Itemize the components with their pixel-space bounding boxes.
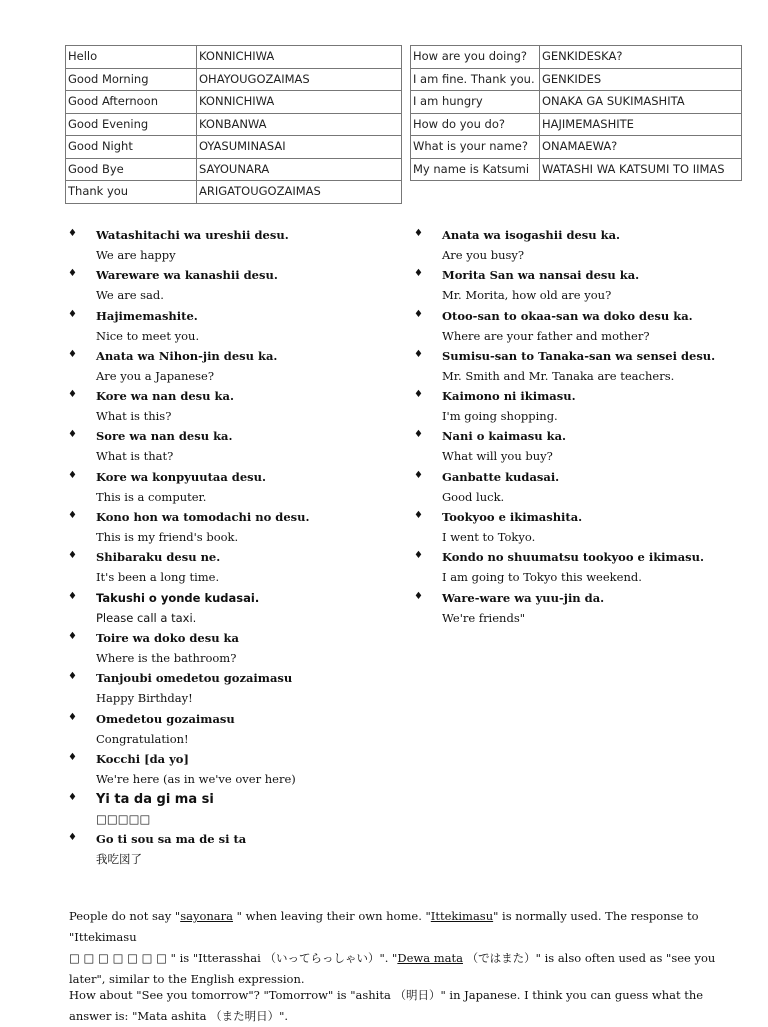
japanese-cell: WATASHI WA KATSUMI TO IIMAS: [540, 158, 742, 181]
diamond-bullet-icon: ♦: [414, 550, 423, 562]
japanese-phrase: Omedetou gozaimasu: [96, 711, 235, 726]
english-translation: It's been a long time.: [96, 570, 220, 585]
english-translation: What is that?: [96, 449, 174, 464]
list-item: [414, 266, 744, 306]
diamond-bullet-icon: ♦: [68, 308, 77, 320]
paragraph-text: （ではまた）" is also often used as "see you later", similar to the English expression.: [69, 951, 716, 986]
japanese-phrase: Morita San wa nansai desu ka.: [442, 268, 640, 283]
english-cell: What is your name?: [411, 136, 540, 159]
list-item: [68, 669, 398, 709]
diamond-bullet-icon: ♦: [414, 348, 423, 360]
paragraph-farewell: [69, 906, 749, 990]
diamond-bullet-icon: ♦: [68, 510, 77, 522]
list-item: [414, 548, 744, 588]
japanese-phrase: Ware-ware wa yuu-jin da.: [442, 590, 605, 605]
table-row: [66, 181, 402, 204]
diamond-bullet-icon: ♦: [414, 429, 423, 441]
japanese-cell: KONNICHIWA: [197, 91, 402, 114]
japanese-phrase: Nani o kaimasu ka.: [442, 429, 567, 444]
english-translation: Where is the bathroom?: [96, 650, 237, 665]
list-item: [414, 508, 744, 548]
list-item: [68, 347, 398, 387]
japanese-phrase: Anata wa isogashii desu ka.: [442, 228, 621, 242]
paragraph-text: " when leaving their own home. ": [233, 909, 431, 923]
japanese-phrase: Ganbatte kudasai.: [442, 469, 560, 484]
paragraph-see-you-tomorrow: How about "See you tomorrow"? "Tomorrow" is "ashita （明日）" in Japanese. I think you can guess what the answer is: "Mata ashita （また明日）".: [69, 988, 704, 1023]
greetings-table: [65, 45, 402, 204]
english-cell: I am fine. Thank you.: [411, 68, 540, 91]
diamond-bullet-icon: ♦: [68, 832, 77, 844]
english-translation: We're friends": [442, 610, 526, 625]
english-translation: I'm going shopping.: [442, 409, 558, 424]
diamond-bullet-icon: ♦: [68, 348, 77, 360]
diamond-bullet-icon: ♦: [68, 469, 77, 481]
english-translation: I went to Tokyo.: [442, 530, 536, 545]
japanese-phrase: Kono hon wa tomodachi no desu.: [96, 510, 310, 525]
list-item: [68, 226, 398, 266]
english-cell: Good Bye: [66, 158, 197, 181]
japanese-phrase: Kaimono ni ikimasu.: [442, 389, 576, 404]
japanese-phrase: Takushi o yonde kudasai.: [96, 590, 260, 605]
diamond-bullet-icon: ♦: [68, 228, 77, 239]
japanese-phrase: Sumisu-san to Tanaka-san wa sensei desu.: [442, 348, 716, 363]
list-item: [414, 468, 744, 508]
english-cell: How are you doing?: [411, 46, 540, 69]
english-cell: I am hungry: [411, 91, 540, 114]
english-translation: Mr. Smith and Mr. Tanaka are teachers.: [442, 368, 675, 383]
table-row: [66, 91, 402, 114]
japanese-phrase: Shibaraku desu ne.: [96, 550, 221, 565]
japanese-cell: ONAMAEWA?: [540, 136, 742, 159]
underlined-term-dewa-mata: Dewa mata: [397, 951, 463, 965]
english-translation: What will you buy?: [442, 449, 553, 464]
english-translation: What is this?: [96, 409, 172, 424]
english-cell: How do you do?: [411, 113, 540, 136]
list-item: [414, 427, 744, 467]
list-item: [68, 468, 398, 508]
underlined-term-sayonara: sayonara: [180, 909, 233, 923]
table-row: [66, 46, 402, 69]
english-translation: Are you busy?: [442, 248, 525, 262]
japanese-phrase: Toire wa doko desu ka: [96, 630, 239, 645]
japanese-phrase: Yi ta da gi ma si: [96, 792, 214, 808]
japanese-cell: OHAYOUGOZAIMAS: [197, 68, 402, 91]
diamond-bullet-icon: ♦: [68, 671, 77, 683]
diamond-bullet-icon: ♦: [414, 590, 423, 602]
paragraph-text: □ □ □ □ □ □ □ " is "Itterasshai （いってらっしゃい）". ": [69, 951, 398, 965]
diamond-bullet-icon: ♦: [68, 550, 77, 562]
list-item: [68, 830, 398, 870]
japanese-cell: KONBANWA: [197, 113, 402, 136]
japanese-phrase: Kondo no shuumatsu tookyoo e ikimasu.: [442, 550, 704, 565]
phrases-table: [410, 45, 742, 181]
english-translation: This is a computer.: [96, 489, 207, 504]
diamond-bullet-icon: ♦: [414, 389, 423, 401]
list-item: [414, 589, 744, 629]
english-cell: Thank you: [66, 181, 197, 204]
phrase-list-right: [414, 226, 744, 629]
list-item: [68, 629, 398, 669]
paragraph-text: " is normally used. The response to "Ittekimasu: [69, 909, 699, 944]
list-item: [68, 710, 398, 750]
list-item: [68, 548, 398, 588]
japanese-phrase: Kocchi [da yo]: [96, 751, 189, 766]
list-item: [68, 307, 398, 347]
list-item: [414, 226, 744, 266]
english-translation: Please call a taxi.: [96, 610, 197, 625]
table-row: [411, 91, 742, 114]
japanese-cell: GENKIDESKA?: [540, 46, 742, 69]
english-translation: Good luck.: [442, 489, 505, 504]
underlined-term-ittekimasu: Ittekimasu: [430, 909, 494, 923]
english-translation: Mr. Morita, how old are you?: [442, 288, 612, 303]
japanese-phrase: Otoo-san to okaa-san wa doko desu ka.: [442, 308, 693, 323]
list-item: [414, 347, 744, 387]
diamond-bullet-icon: ♦: [68, 268, 77, 280]
diamond-bullet-icon: ♦: [414, 510, 423, 522]
list-item: [68, 266, 398, 306]
diamond-bullet-icon: ♦: [68, 590, 77, 602]
japanese-cell: KONNICHIWA: [197, 46, 402, 69]
english-translation: This is my friend's book.: [96, 530, 239, 545]
diamond-bullet-icon: ♦: [414, 228, 423, 239]
table-row: [66, 136, 402, 159]
japanese-cell: ONAKA GA SUKIMASHITA: [540, 91, 742, 114]
japanese-cell: ARIGATOUGOZAIMAS: [197, 181, 402, 204]
diamond-bullet-icon: ♦: [68, 792, 77, 804]
diamond-bullet-icon: ♦: [68, 389, 77, 401]
english-translation: Happy Birthday!: [96, 691, 193, 706]
english-translation: Nice to meet you.: [96, 328, 200, 343]
table-row: [411, 46, 742, 69]
japanese-phrase: Go ti sou sa ma de si ta: [96, 832, 247, 847]
list-item: [68, 589, 398, 629]
english-translation: We are sad.: [96, 288, 164, 303]
english-cell: Good Afternoon: [66, 91, 197, 114]
table-row: [411, 158, 742, 181]
japanese-phrase: Anata wa Nihon-jin desu ka.: [96, 348, 278, 363]
japanese-phrase: Hajimemashite.: [96, 308, 198, 323]
list-item: [68, 790, 398, 830]
english-cell: Good Morning: [66, 68, 197, 91]
list-item: [68, 750, 398, 790]
japanese-cell: SAYOUNARA: [197, 158, 402, 181]
english-cell: Good Night: [66, 136, 197, 159]
diamond-bullet-icon: ♦: [414, 308, 423, 320]
table-row: [66, 68, 402, 91]
diamond-bullet-icon: ♦: [68, 711, 77, 723]
table-row: [411, 68, 742, 91]
diamond-bullet-icon: ♦: [68, 751, 77, 763]
english-translation: I am going to Tokyo this weekend.: [442, 570, 642, 585]
table-row: [66, 158, 402, 181]
phrase-list-left: [68, 226, 398, 871]
english-translation: □□□□□: [96, 812, 151, 827]
diamond-bullet-icon: ♦: [414, 268, 423, 280]
japanese-phrase: Tookyoo e ikimashita.: [442, 510, 583, 525]
english-cell: My name is Katsumi: [411, 158, 540, 181]
english-translation: We're here (as in we've over here): [96, 771, 296, 786]
english-cell: Good Evening: [66, 113, 197, 136]
japanese-phrase: Tanjoubi omedetou gozaimasu: [96, 671, 293, 686]
list-item: [414, 307, 744, 347]
japanese-phrase: Sore wa nan desu ka.: [96, 429, 233, 444]
japanese-phrase: Wareware wa kanashii desu.: [96, 268, 278, 283]
english-translation: Where are your father and mother?: [442, 328, 650, 343]
english-translation: We are happy: [96, 248, 176, 262]
english-translation: 我吃図了: [96, 852, 142, 867]
english-translation: Congratulation!: [96, 731, 189, 746]
list-item: [414, 387, 744, 427]
table-row: [411, 136, 742, 159]
diamond-bullet-icon: ♦: [68, 429, 77, 441]
diamond-bullet-icon: ♦: [68, 630, 77, 642]
list-item: [68, 387, 398, 427]
list-item: [68, 427, 398, 467]
japanese-cell: HAJIMEMASHITE: [540, 113, 742, 136]
diamond-bullet-icon: ♦: [414, 469, 423, 481]
table-row: [66, 113, 402, 136]
english-cell: Hello: [66, 46, 197, 69]
japanese-cell: GENKIDES: [540, 68, 742, 91]
list-item: [68, 508, 398, 548]
japanese-phrase: Kore wa nan desu ka.: [96, 389, 234, 404]
english-translation: Are you a Japanese?: [96, 368, 215, 383]
japanese-cell: OYASUMINASAI: [197, 136, 402, 159]
japanese-phrase: Watashitachi wa ureshii desu.: [96, 228, 289, 242]
japanese-phrase: Kore wa konpyuutaa desu.: [96, 469, 267, 484]
paragraph-text: People do not say ": [69, 909, 181, 923]
table-row: [411, 113, 742, 136]
